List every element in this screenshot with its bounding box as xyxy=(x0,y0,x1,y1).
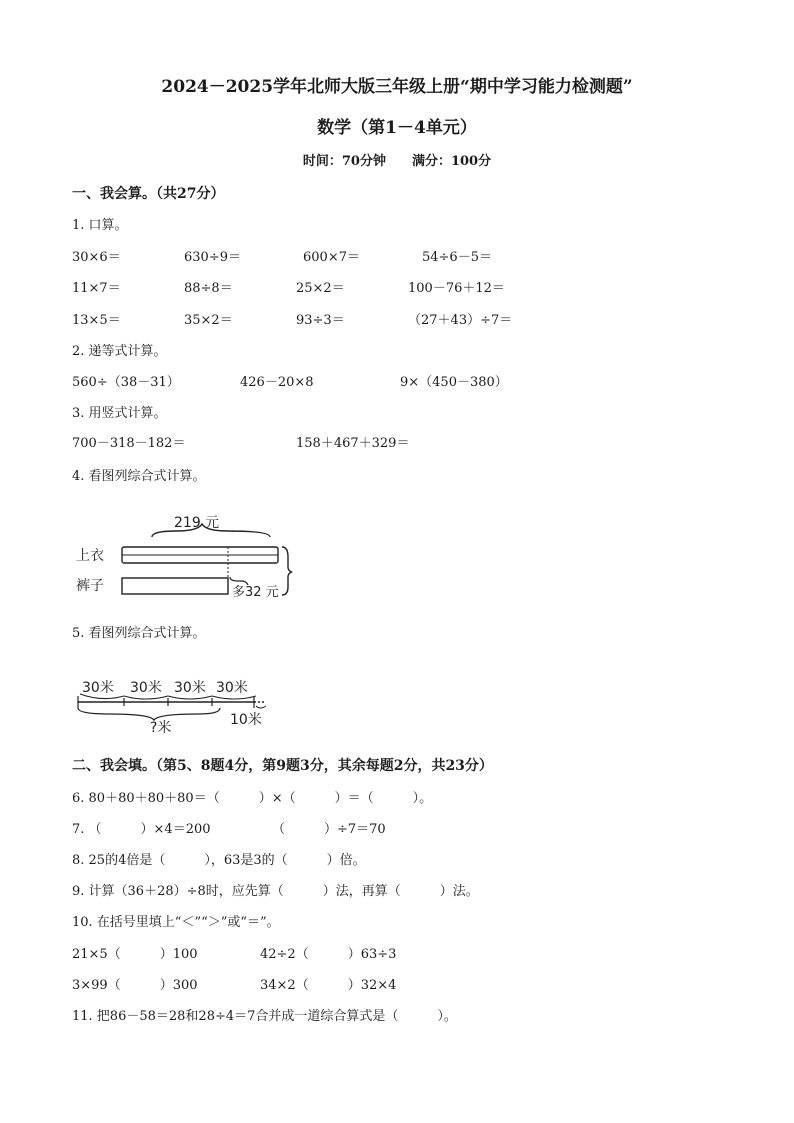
section-2-title: 二、我会填。（第5、8题4分，第9题3分，其余每题2分，共23分） xyxy=(72,758,493,774)
exam-subtitle: 数学（第1－4单元） xyxy=(317,118,477,138)
q1-item: 54÷6－5＝ xyxy=(422,250,492,265)
q1-item: 25×2＝ xyxy=(296,281,345,296)
q7a: 7. （ ）×4＝200 xyxy=(72,822,211,837)
q10-item: 3×99（ ）300 xyxy=(72,978,198,993)
q3-item: 700－318－182＝ xyxy=(72,436,186,451)
q1-item: 600×7＝ xyxy=(303,250,360,265)
q5-segment-diagram xyxy=(70,672,290,736)
q4-label: 4. 看图列综合式计算。 xyxy=(72,469,206,484)
extra-arc xyxy=(256,706,266,708)
q2-item: 426－20×8 xyxy=(240,375,314,390)
top-label: 219 元 xyxy=(174,515,220,531)
q2-label: 2. 递等式计算。 xyxy=(72,344,167,359)
q3-item: 158＋467＋329＝ xyxy=(296,436,410,451)
segment-label: 30米 xyxy=(130,680,162,696)
exam-meta: 时间：70分钟 满分：100分 xyxy=(302,154,492,169)
q4-line-diagram xyxy=(70,515,310,605)
segment-arc xyxy=(124,696,168,699)
q9: 9. 计算（36＋28）÷8时，应先算（ ）法，再算（ ）法。 xyxy=(72,884,479,899)
segment-label: 30米 xyxy=(216,680,248,696)
q10-item: 42÷2（ ）63÷3 xyxy=(260,947,397,962)
total-label: ?米 xyxy=(150,720,172,736)
q1-label: 1. 口算。 xyxy=(72,218,128,233)
row2-bar xyxy=(122,578,228,594)
q3-label: 3. 用竖式计算。 xyxy=(72,406,167,421)
q1-item: 13×5＝ xyxy=(72,313,121,328)
q11: 11. 把86－58＝28和28÷4＝7合并成一道综合算式是（ ）。 xyxy=(72,1009,457,1024)
q1-item: 88÷8＝ xyxy=(184,281,233,296)
q7b: （ ）÷7＝70 xyxy=(272,822,386,837)
q1-item: 35×2＝ xyxy=(184,313,233,328)
q10-label: 10. 在括号里填上“＜”“＞”或“＝”。 xyxy=(72,915,280,930)
q1-item: 100－76＋12＝ xyxy=(408,281,505,296)
segment-arc xyxy=(168,696,212,699)
segment-label: 30米 xyxy=(82,680,114,696)
section-1-title: 一、我会算。（共27分） xyxy=(72,186,225,202)
q2-item: 560÷（38－31） xyxy=(72,375,180,390)
q1-item: 630÷9＝ xyxy=(184,250,241,265)
q1-item: 93÷3＝ xyxy=(296,313,345,328)
row1-label: 上衣 xyxy=(76,548,104,564)
q6: 6. 80＋80＋80＋80＝（ ）×（ ）＝（ ）。 xyxy=(72,791,433,806)
q1-item: 11×7＝ xyxy=(72,281,121,296)
diff-brace xyxy=(230,577,248,585)
diff-label: 多32 元 xyxy=(232,585,279,600)
segment-arc xyxy=(212,696,256,699)
q1-item: （27＋43）÷7＝ xyxy=(408,313,513,328)
segment-label: 30米 xyxy=(174,680,206,696)
extra-label: 10米 xyxy=(230,712,262,728)
exam-title: 2024－2025学年北师大版三年级上册“期中学习能力检测题” xyxy=(161,77,633,97)
right-brace xyxy=(282,547,292,595)
bottom-brace xyxy=(78,708,220,720)
q10-item: 21×5（ ）100 xyxy=(72,947,198,962)
row2-label: 裤子 xyxy=(76,578,104,594)
q2-item: 9×（450－380） xyxy=(400,375,508,390)
q5-label: 5. 看图列综合式计算。 xyxy=(72,626,206,641)
q8: 8. 25的4倍是（ ），63是3的（ ）倍。 xyxy=(72,853,366,868)
q10-item: 34×2（ ）32×4 xyxy=(260,978,397,993)
q1-item: 30×6＝ xyxy=(72,250,121,265)
